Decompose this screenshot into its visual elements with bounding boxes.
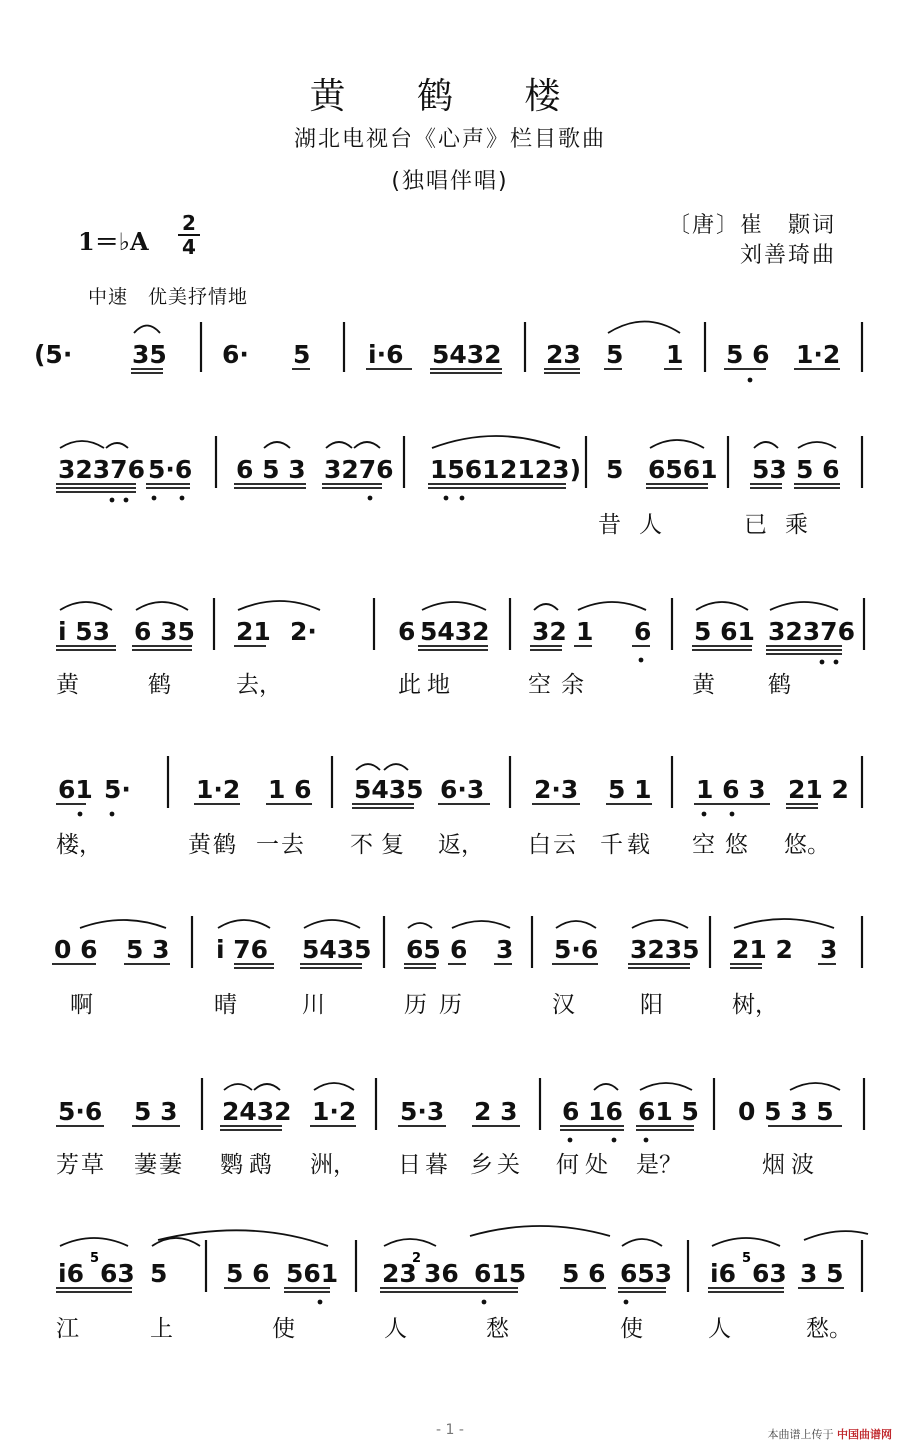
lyric: 日暮 xyxy=(398,1152,452,1178)
low-octave-dot xyxy=(568,1138,573,1143)
low-octave-dot xyxy=(110,498,115,503)
lyric: 洲， xyxy=(310,1152,356,1178)
lyric: 阳 xyxy=(640,992,663,1018)
lyric: 空余 xyxy=(528,672,594,698)
note-group: 6561 xyxy=(648,455,718,484)
low-octave-dot xyxy=(180,496,185,501)
note-group: 65 xyxy=(406,935,441,964)
low-octave-dot xyxy=(110,812,115,817)
slur xyxy=(608,322,680,334)
performance-mode: (独唱伴唱) xyxy=(391,169,509,194)
note-group: 5·3 xyxy=(400,1097,445,1126)
meter-bottom: 4 xyxy=(182,235,196,259)
note-group: i·6 xyxy=(368,340,404,369)
slur xyxy=(790,1083,840,1090)
note-group: 32 xyxy=(532,617,567,646)
slur xyxy=(622,1239,662,1246)
note-group: 21 xyxy=(236,617,271,646)
lyric: 鹤 xyxy=(148,672,171,698)
note-group: 6 xyxy=(634,617,652,646)
score-line-4 xyxy=(56,756,862,858)
note-group: 1 6 xyxy=(268,775,312,804)
lyric: 使 xyxy=(620,1316,643,1342)
slur xyxy=(326,442,352,448)
lyric: 乡关 xyxy=(470,1152,524,1178)
lyric: 历历 xyxy=(404,992,474,1018)
note-group: 3276 xyxy=(324,455,394,484)
note-group: 2432 xyxy=(222,1097,292,1126)
low-octave-dot xyxy=(834,660,839,665)
note-group: 5 xyxy=(606,455,624,484)
note-group: 5 6 xyxy=(562,1259,606,1288)
lyric: 江 xyxy=(56,1316,79,1342)
note-group: 1·2 xyxy=(312,1097,357,1126)
lyric: 已乘 xyxy=(744,512,826,538)
note-group: 1 xyxy=(666,340,684,369)
meter-top: 2 xyxy=(182,211,196,235)
low-octave-dot xyxy=(444,496,449,501)
note-group: 0 5 3 5 xyxy=(738,1097,834,1126)
slur xyxy=(354,442,380,448)
brand-logo: 中国曲谱网 xyxy=(837,1428,892,1441)
note-group: 6 35 xyxy=(134,617,195,646)
slur xyxy=(134,326,160,334)
note-group: 35 xyxy=(132,340,167,369)
note-group: 61 xyxy=(58,775,93,804)
slur xyxy=(632,920,688,928)
slur xyxy=(696,602,748,610)
note-group: 5 xyxy=(606,340,624,369)
score-line-1 xyxy=(34,322,862,383)
slur xyxy=(384,764,408,770)
note-group: 5 3 xyxy=(134,1097,178,1126)
slur xyxy=(254,1084,280,1090)
lyric: 上 xyxy=(150,1316,173,1342)
note-group: i 53 xyxy=(58,617,111,646)
lyricist-credit: 〔唐〕崔 颢词 xyxy=(667,213,836,238)
note-group: i6 xyxy=(710,1259,736,1288)
note-group: 3235 xyxy=(630,935,700,964)
score-staff-area xyxy=(0,300,900,1360)
note-group: 5 6 xyxy=(796,455,840,484)
slur xyxy=(106,443,128,448)
lyric: 一去 xyxy=(256,832,306,858)
note-group: 1 xyxy=(576,617,594,646)
site-watermark xyxy=(768,1426,893,1442)
lyric: 空悠 xyxy=(692,832,758,858)
note-group: 5435 xyxy=(354,775,424,804)
note-group: 5· xyxy=(104,775,131,804)
composer-credit: 刘善琦曲 xyxy=(739,243,836,268)
low-octave-dot xyxy=(460,496,465,501)
slur xyxy=(356,764,380,770)
low-octave-dot xyxy=(702,812,707,817)
note-group: 3 xyxy=(820,935,838,964)
note-group: 6· xyxy=(222,340,249,369)
note-group: 3 xyxy=(496,935,514,964)
note-group: i 76 xyxy=(216,935,269,964)
low-octave-dot xyxy=(612,1138,617,1143)
low-octave-dot xyxy=(78,812,83,817)
note-group: 1561 xyxy=(430,455,500,484)
note-group: 5·6 xyxy=(148,455,193,484)
grace-note: 5 xyxy=(90,1251,100,1266)
score-line-2 xyxy=(56,436,862,538)
note-group: 6 xyxy=(398,617,416,646)
note-group: 5 3 xyxy=(126,935,170,964)
note-group: 0 6 xyxy=(54,935,98,964)
note-group: 6 5 3 xyxy=(236,455,306,484)
note-group: 36 xyxy=(424,1259,459,1288)
lyric: 使 xyxy=(272,1316,295,1342)
note-group: 653 xyxy=(620,1259,673,1288)
note-group: 63 xyxy=(752,1259,787,1288)
slur xyxy=(224,1084,252,1090)
grace-note: 5 xyxy=(742,1251,752,1266)
note-group: 6 xyxy=(450,935,468,964)
song-subtitle: 湖北电视台《心声》栏目歌曲 xyxy=(293,127,606,152)
slur xyxy=(422,602,486,610)
lyric: 芳草 xyxy=(56,1152,106,1178)
slur xyxy=(304,920,360,928)
note-group: 63 xyxy=(100,1259,135,1288)
note-group: 615 xyxy=(474,1259,527,1288)
note-group: 21 2 xyxy=(788,775,849,804)
note-group: 5 6 xyxy=(726,340,770,369)
low-octave-dot xyxy=(644,1138,649,1143)
slur xyxy=(804,1231,868,1240)
lyric: 返， xyxy=(438,832,484,858)
lyric: 楼， xyxy=(56,832,102,858)
slur xyxy=(60,602,112,610)
note-group: 23 xyxy=(382,1259,417,1288)
slur xyxy=(314,1083,354,1090)
lyric: 晴 xyxy=(214,992,237,1018)
note-group: 5·6 xyxy=(58,1097,103,1126)
lyric: 不复 xyxy=(350,832,412,858)
note-group: 5 xyxy=(150,1259,168,1288)
slur xyxy=(754,442,778,448)
note-group: 5·6 xyxy=(554,935,599,964)
note-group: 1·2 xyxy=(796,340,841,369)
tempo-marking: 中速 优美抒情地 xyxy=(88,286,249,308)
lyric: 黄 xyxy=(692,672,715,698)
note-group: 53 xyxy=(752,455,787,484)
slur xyxy=(734,919,834,928)
upload-note: 本曲谱上传于 xyxy=(767,1428,834,1441)
note-group: 6 16 xyxy=(562,1097,623,1126)
slur xyxy=(578,602,646,610)
slur xyxy=(594,1084,618,1090)
low-octave-dot xyxy=(820,660,825,665)
lyric: 此地 xyxy=(398,672,456,698)
note-group: 2123) xyxy=(500,455,582,484)
note-group: 61 5 xyxy=(638,1097,699,1126)
slur xyxy=(60,441,104,448)
note-group: 23 xyxy=(546,340,581,369)
slur xyxy=(650,440,704,448)
slur xyxy=(80,920,166,928)
slur xyxy=(136,602,188,610)
lyric: 黄鹤 xyxy=(188,832,238,858)
slur xyxy=(384,1239,436,1246)
low-octave-dot xyxy=(152,496,157,501)
note-group: 5435 xyxy=(302,935,372,964)
lyric: 何处 xyxy=(556,1152,614,1178)
low-octave-dot xyxy=(368,496,373,501)
slur xyxy=(452,921,510,928)
score-line-6 xyxy=(56,1078,864,1178)
lyric: 汉 xyxy=(552,992,575,1018)
slur xyxy=(264,442,290,448)
note-group: 5 1 xyxy=(608,775,652,804)
lyric: 昔人 xyxy=(598,512,680,538)
song-title: 黄 鹤 楼 xyxy=(309,76,591,117)
lyric: 是？ xyxy=(636,1152,682,1178)
low-octave-dot xyxy=(124,498,129,503)
score-line-5 xyxy=(52,916,862,1018)
note-group: 561 xyxy=(286,1259,339,1288)
lyric: 川 xyxy=(302,992,325,1018)
note-group: 6·3 xyxy=(440,775,485,804)
key-signature: 1＝♭A xyxy=(78,227,149,256)
slur xyxy=(60,1238,128,1246)
lyric: 萋萋 xyxy=(134,1152,184,1178)
lyric: 鹤 xyxy=(768,672,791,698)
note-group: 2· xyxy=(290,617,317,646)
slur xyxy=(218,920,270,928)
lyric: 白云 xyxy=(528,832,578,858)
time-signature xyxy=(176,212,202,258)
lyric: 啊 xyxy=(70,992,93,1018)
note-group: 3 5 xyxy=(800,1259,844,1288)
low-octave-dot xyxy=(748,378,753,383)
lyric: 烟波 xyxy=(762,1152,820,1178)
low-octave-dot xyxy=(318,1300,323,1305)
lyric: 去， xyxy=(236,672,282,698)
note-group: 32376 xyxy=(768,617,855,646)
note-group: 21 2 xyxy=(732,935,793,964)
page-number: - 1 - xyxy=(436,1422,464,1438)
slur xyxy=(432,436,560,448)
lyric: 千载 xyxy=(600,832,654,858)
lyric: 黄 xyxy=(56,672,79,698)
lyric: 树， xyxy=(732,992,778,1018)
note-group: 32376 xyxy=(58,455,145,484)
note-group: 2 3 xyxy=(474,1097,518,1126)
low-octave-dot xyxy=(639,658,644,663)
note-group: 5 xyxy=(293,340,311,369)
score-line-3 xyxy=(56,598,864,698)
note-group: 1·2 xyxy=(196,775,241,804)
note-group: 1 6 3 xyxy=(696,775,766,804)
slur xyxy=(238,601,320,610)
slur xyxy=(534,604,558,610)
low-octave-dot xyxy=(730,812,735,817)
note-group: 2·3 xyxy=(534,775,579,804)
slur xyxy=(640,1083,692,1090)
note-group: 5 61 xyxy=(694,617,755,646)
lyric: 悠。 xyxy=(784,832,830,858)
note-group: 5432 xyxy=(432,340,502,369)
slur xyxy=(556,921,596,928)
lyric: 人 xyxy=(384,1316,407,1342)
slur xyxy=(408,923,432,928)
slur xyxy=(798,442,836,448)
slur xyxy=(470,1226,610,1236)
lyric: 愁 xyxy=(486,1316,509,1342)
slur xyxy=(712,1238,780,1246)
slur xyxy=(770,602,838,610)
low-octave-dot xyxy=(624,1300,629,1305)
note-group: i6 xyxy=(58,1259,84,1288)
low-octave-dot xyxy=(482,1300,487,1305)
note-group: 5432 xyxy=(420,617,490,646)
score-line-7 xyxy=(56,1226,868,1342)
lyric: 鹦鹉 xyxy=(220,1152,278,1178)
lyric: 愁。 xyxy=(806,1316,852,1342)
lyric: 人 xyxy=(708,1316,731,1342)
grace-note: 2 xyxy=(412,1251,422,1266)
note-group: (5· xyxy=(34,340,73,369)
note-group: 5 6 xyxy=(226,1259,270,1288)
